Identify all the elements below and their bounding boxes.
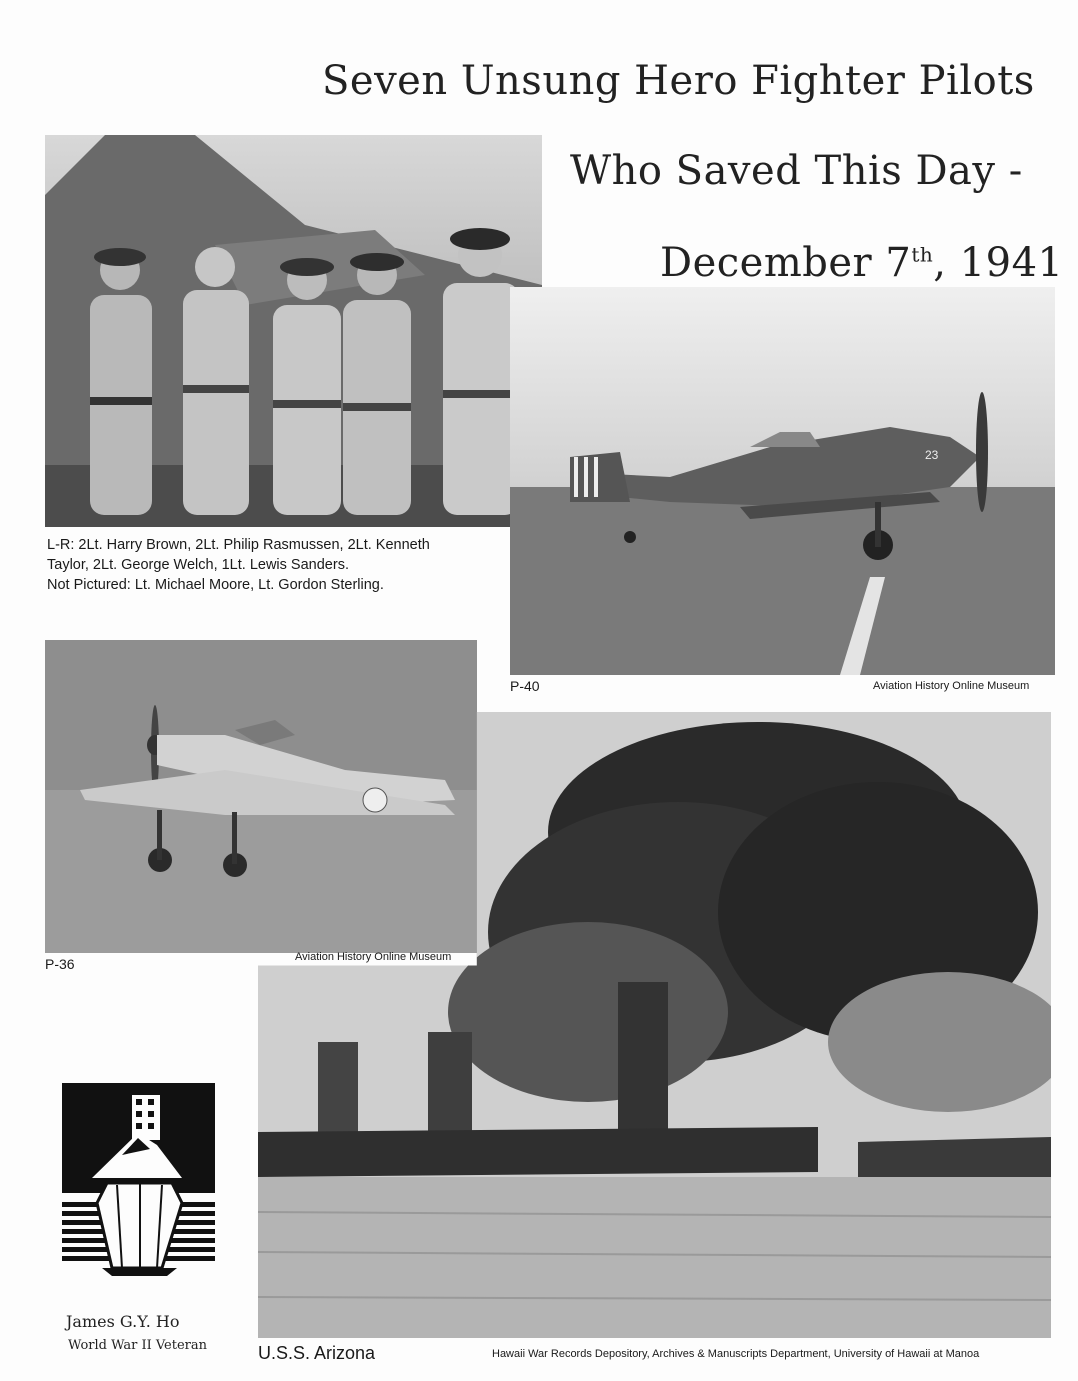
title-date-prefix: December 7 (660, 240, 912, 286)
title-line-1: Seven Unsung Hero Fighter Pilots (322, 58, 1035, 104)
p36-credit: Aviation History Online Museum (295, 951, 452, 963)
author-name: James G.Y. Ho (66, 1312, 180, 1331)
caption-line: Taylor, 2Lt. George Welch, 1Lt. Lewis Sanders. (47, 557, 349, 573)
pilots-caption (47, 535, 547, 595)
author-logo (62, 1083, 215, 1276)
p40-tail-number: 23 (925, 448, 939, 462)
caption-line: Not Pictured: Lt. Michael Moore, Lt. Gordon Sterling. (47, 577, 384, 593)
p36-label: P-36 (45, 956, 75, 972)
title-date-suffix: th (911, 242, 934, 267)
title-line-2: Who Saved This Day - (570, 148, 1023, 194)
p40-aircraft-photo (510, 287, 1055, 675)
p40-label: P-40 (510, 678, 540, 694)
p36-aircraft-photo (45, 640, 477, 953)
p40-credit: Aviation History Online Museum (873, 680, 1030, 692)
title-line-3 (660, 240, 1063, 286)
arizona-label: U.S.S. Arizona (258, 1343, 376, 1363)
arizona-credit: Hawaii War Records Depository, Archives & Manuscripts Department, University of Hawaii at Manoa (492, 1348, 980, 1360)
title-date-year: , 1941 (933, 240, 1064, 286)
pilots-group-photo (45, 135, 542, 527)
author-subtitle: World War II Veteran (68, 1338, 208, 1353)
caption-line: L-R: 2Lt. Harry Brown, 2Lt. Philip Rasmussen, 2Lt. Kenneth (47, 537, 430, 553)
